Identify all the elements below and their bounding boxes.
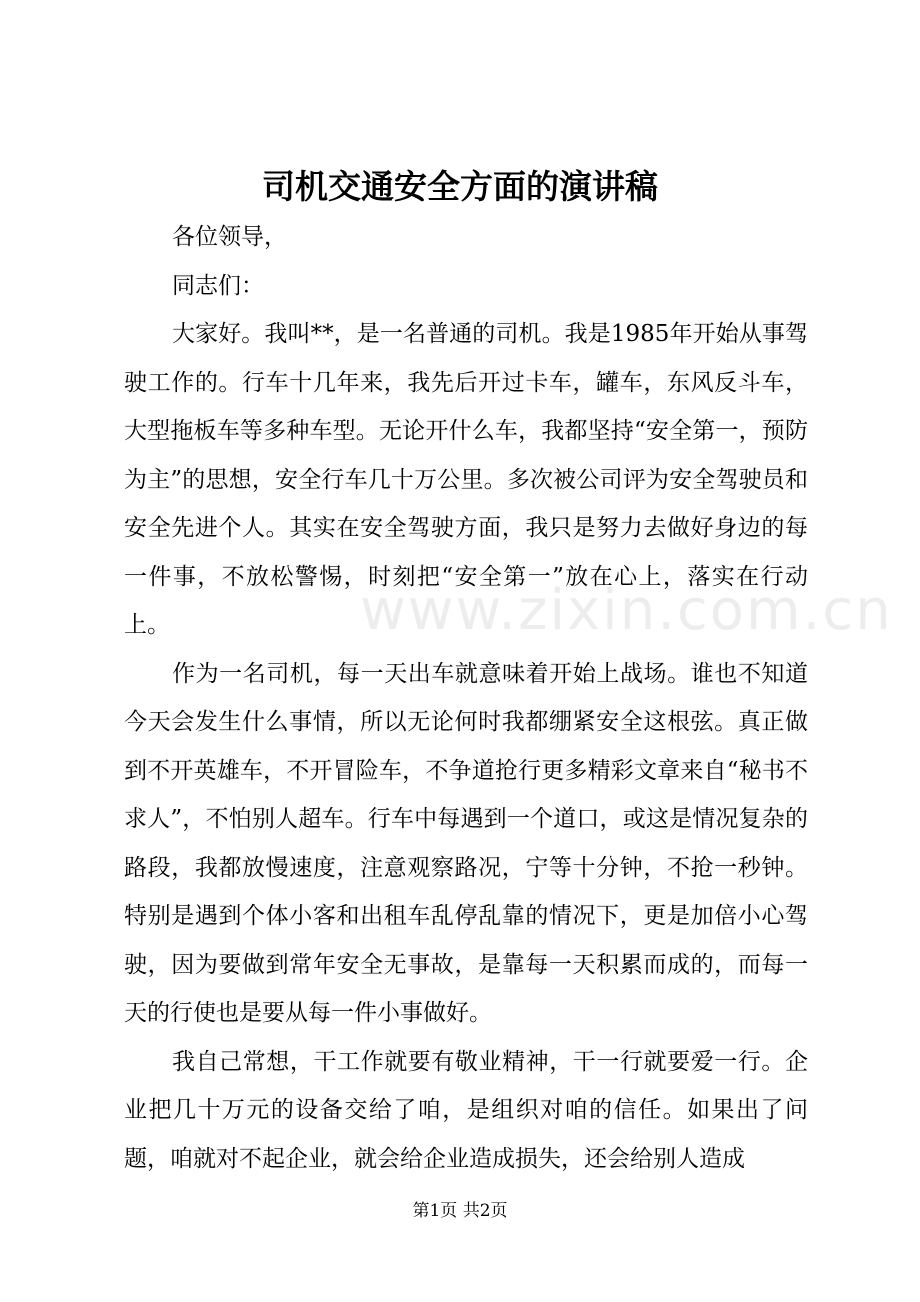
paragraph-dedication: 我自己常想，干工作就要有敬业精神，干一行就要爱一行。企业把几十万元的设备交给了咱，是组织对咱的信任。如果出了问题，咱就对不起企业，就会给企业造成损失，还会给别人造成 [124, 1048, 808, 1172]
page-footer: 第1页 共2页 [412, 1201, 508, 1221]
document-body [124, 213, 808, 1183]
document-title: 司机交通安全方面的演讲稿 [262, 167, 658, 206]
paragraph-daily-driving: 作为一名司机，每一天出车就意味着开始上战场。谁也不知道今天会发生什么事情，所以无论何时我都绷紧安全这根弦。真正做到不开英雄车，不开冒险车，不争道抢行更多精彩文章来自“秘书不求人”，不怕别人超车。行车中每遇到一个道口，或这是情况复杂的路段，我都放慢速度，注意观察路况，宁等十分钟，不抢一秒钟。特别是遇到个体小客和出租车乱停乱靠的情况下，更是加倍小心驾驶，因为要做到常年安全无事故，是靠每一天积累而成的，而每一天的行使也是要从每一件小事做好。 [124, 660, 808, 1026]
salutation-leaders: 各位领导， [172, 224, 287, 250]
salutation-comrades: 同志们： [172, 272, 264, 299]
watermark: www.zixin.com.cn [360, 578, 893, 643]
paragraph-introduction: 大家好。我叫**，是一名普通的司机。我是1985年开始从事驾驶工作的。行车十几年来，我先后开过卡车，罐车，东风反斗车，大型拖板车等多种车型。无论开什么车，我都坚持“安全第一，预防为主”的思想，安全行车几十万公里。多次被公司评为安全驾驶员和安全先进个人。其实在安全驾驶方面，我只是努力去做好身边的每一件事，不放松警惕，时刻把“安全第一”放在心上，落实在行动上。 [124, 321, 808, 638]
